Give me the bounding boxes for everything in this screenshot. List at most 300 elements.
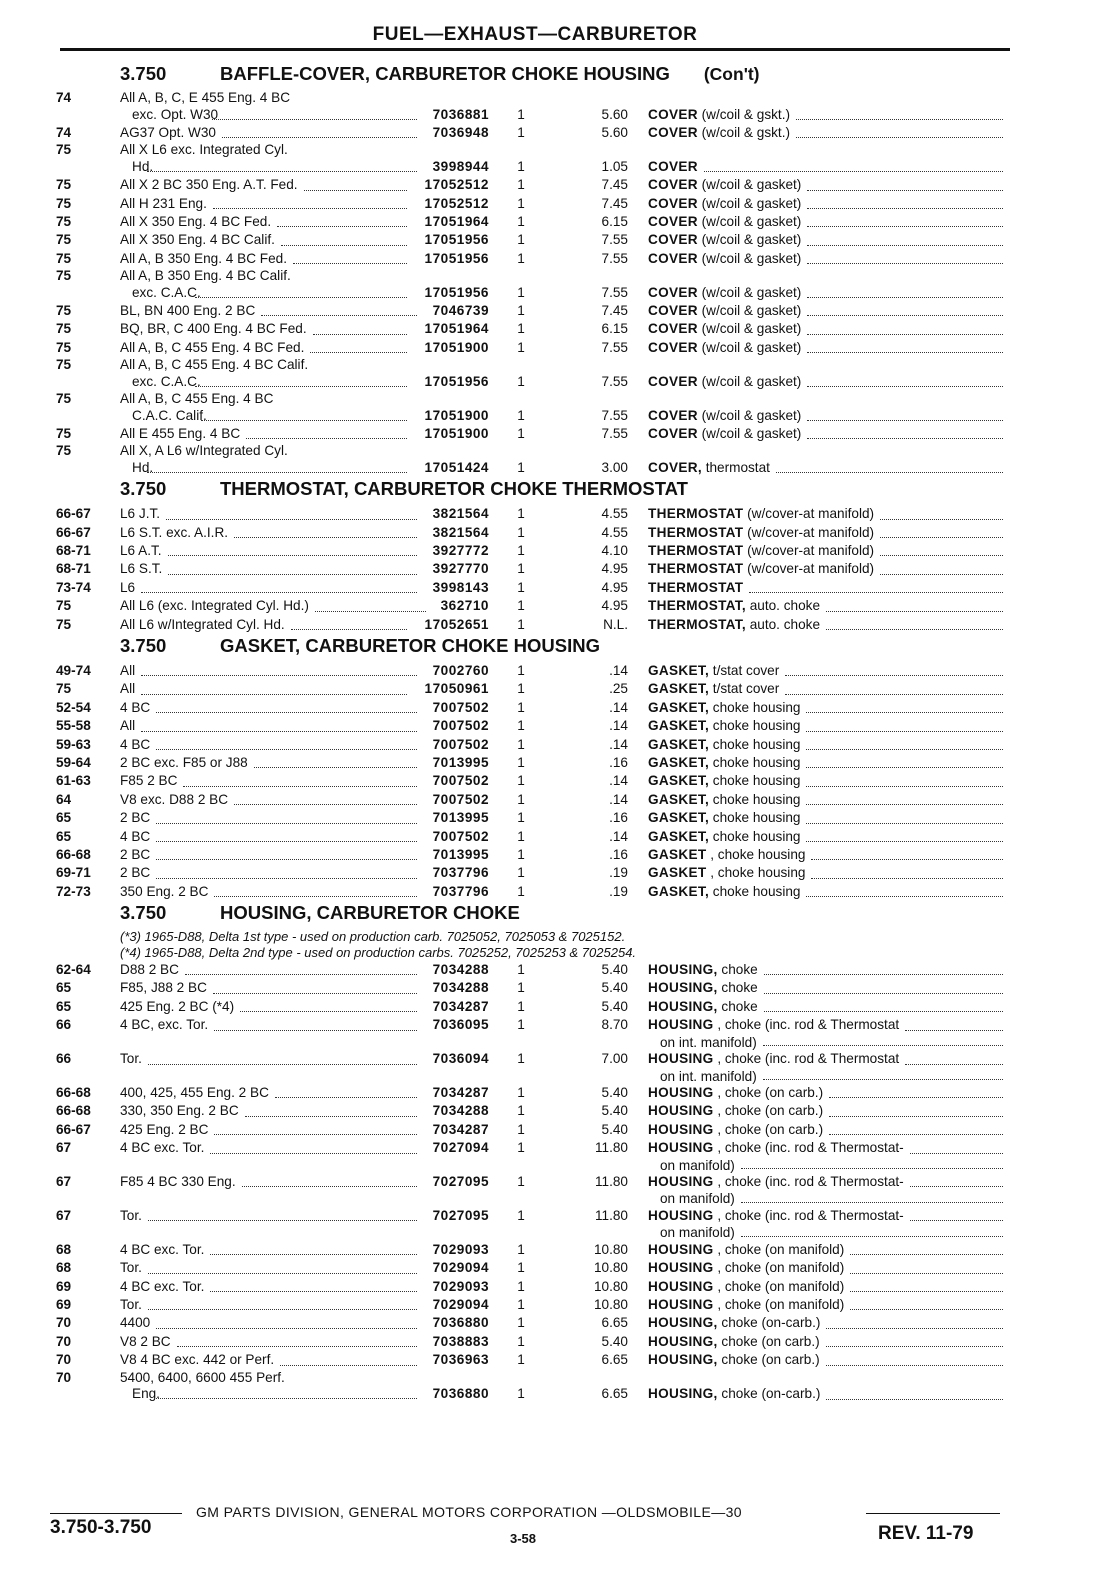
list-price: 1.05	[601, 158, 628, 174]
list-price: .19	[609, 865, 628, 881]
list-price: 11.80	[594, 1174, 628, 1190]
model-year: 69	[56, 1297, 72, 1313]
quantity: 1	[517, 579, 525, 595]
dot-leader	[222, 137, 417, 138]
dot-leader	[156, 823, 416, 824]
part-name-bold: HOUSING	[648, 1297, 714, 1313]
section-heading: BAFFLE-COVER, CARBURETOR CHOKE HOUSING	[220, 63, 670, 84]
part-name	[648, 459, 1008, 477]
dot-leader	[156, 878, 416, 879]
part-name-detail: choke housing	[709, 736, 801, 752]
part-name-bold: GASKET,	[648, 791, 710, 807]
name-dot-leader	[829, 1097, 1003, 1098]
part-number: 7034287	[432, 1085, 489, 1101]
part-name-detail: choke (on-carb.)	[717, 1386, 821, 1402]
part-name-detail: (w/cover-at manifold)	[743, 543, 875, 559]
part-name-bold: COVER	[648, 425, 698, 441]
application-text: All	[120, 662, 136, 678]
dot-leader	[214, 896, 416, 897]
dot-leader	[154, 1398, 417, 1399]
part-name-bold: THERMOSTAT	[648, 506, 744, 522]
model-year: 74	[56, 90, 72, 105]
application-text: 425 Eng. 2 BC	[120, 1121, 209, 1137]
part-number: 3821564	[432, 506, 489, 522]
name-dot-leader	[807, 263, 1003, 264]
name-dot-leader	[826, 1365, 1003, 1366]
model-year: 64	[56, 791, 72, 807]
part-number: 7027095	[432, 1207, 489, 1223]
part-name	[648, 560, 1008, 578]
part-name-detail: (w/coil & gasket)	[697, 250, 802, 266]
name-dot-leader	[807, 190, 1003, 191]
application-text: Hd.	[132, 459, 154, 475]
part-number: 7007502	[432, 718, 489, 734]
quantity: 1	[517, 407, 525, 423]
part-number: 17051964	[424, 213, 489, 229]
quantity: 1	[517, 1386, 525, 1402]
list-price: 4.55	[601, 506, 628, 522]
part-name-detail: , choke (inc. rod & Thermostat-	[713, 1174, 904, 1190]
dot-leader	[195, 297, 407, 298]
part-name-detail: on manifold)	[660, 1191, 735, 1207]
application-text: All X 350 Eng. 4 BC Fed.	[120, 213, 272, 229]
part-name	[648, 1351, 1008, 1369]
quantity: 1	[517, 773, 525, 789]
part-number: 17051956	[424, 373, 489, 389]
part-name	[648, 791, 1008, 809]
part-name	[648, 1278, 1008, 1296]
dot-leader	[213, 993, 417, 994]
part-number: 17052512	[424, 195, 489, 211]
part-name-bold: THERMOSTAT	[648, 579, 744, 595]
part-name	[648, 1016, 1008, 1034]
application-text: 2 BC	[120, 846, 151, 862]
parts-row-continuation	[56, 142, 1016, 158]
quantity: 1	[517, 124, 525, 140]
part-name-detail: choke	[717, 980, 758, 996]
name-dot-leader	[741, 1168, 1003, 1169]
part-name-bold: THERMOSTAT	[648, 561, 744, 577]
quantity: 1	[517, 846, 525, 862]
parts-row	[56, 597, 1016, 615]
application-text: L6	[120, 579, 136, 595]
dot-leader	[201, 420, 407, 421]
list-price: 7.55	[601, 250, 628, 266]
part-name	[648, 524, 1008, 542]
parts-row-continuation	[56, 268, 1016, 284]
application-text: All A, B, C 455 Eng. 4 BC	[120, 391, 274, 407]
part-name	[648, 828, 1008, 846]
part-name-bold: THERMOSTAT	[648, 543, 744, 559]
quantity: 1	[517, 662, 525, 678]
part-name-detail: choke housing	[709, 828, 801, 844]
application-text: C.A.C. Calif.	[132, 407, 207, 423]
dot-leader	[214, 1134, 416, 1135]
parts-row	[56, 979, 1016, 997]
parts-row	[56, 176, 1016, 194]
part-name-detail: choke housing	[709, 754, 801, 770]
part-number: 7027095	[432, 1174, 489, 1190]
part-name-bold: HOUSING,	[648, 1333, 718, 1349]
dot-leader	[183, 786, 416, 787]
part-name-detail: , choke (on manifold)	[713, 1241, 845, 1257]
name-dot-leader	[807, 297, 1003, 298]
part-number: 7027094	[432, 1140, 489, 1156]
name-dot-leader	[880, 574, 1003, 575]
part-name-detail: (w/cover-at manifold)	[743, 506, 875, 522]
parts-row	[56, 864, 1016, 882]
application-text: exc. C.A.C.	[132, 373, 201, 389]
model-year: 67	[56, 1207, 72, 1223]
model-year: 72-73	[56, 883, 91, 899]
list-price: .14	[609, 791, 628, 807]
part-name-detail: auto. choke	[745, 616, 821, 632]
model-year: 68	[56, 1241, 72, 1257]
list-price: 7.55	[601, 407, 628, 423]
part-name	[648, 302, 1008, 320]
application-text: L6 A.T.	[120, 543, 162, 559]
application-text: exc. Opt. W30	[132, 106, 219, 122]
model-year: 65	[56, 980, 72, 996]
name-dot-leader	[806, 804, 1003, 805]
model-year: 70	[56, 1352, 72, 1368]
part-name-detail: (w/coil & gasket)	[697, 195, 802, 211]
parts-row	[56, 1050, 1016, 1068]
application-text: All L6 w/Integrated Cyl. Hd.	[120, 616, 285, 632]
part-name	[648, 1314, 1008, 1332]
parts-row-continuation	[56, 1035, 1016, 1051]
section-continued: (Con't)	[703, 64, 760, 84]
list-price: 10.80	[593, 1241, 628, 1257]
part-name-bold: HOUSING,	[648, 1315, 718, 1331]
part-name-detail: , choke (on carb.)	[713, 1103, 824, 1119]
part-name	[648, 373, 1008, 391]
list-price: 6.15	[601, 213, 628, 229]
parts-row	[56, 662, 1016, 680]
name-dot-leader	[826, 611, 1003, 612]
application-text: D88 2 BC	[120, 962, 179, 978]
application-text: All	[120, 718, 136, 734]
part-number: 17051964	[424, 321, 489, 337]
application-text: Eng.	[132, 1386, 160, 1402]
model-year: 75	[56, 357, 72, 373]
parts-row	[56, 195, 1016, 213]
part-name-detail: , choke (on manifold)	[713, 1260, 845, 1276]
application-text: L6 S.T. exc. A.I.R.	[120, 524, 229, 540]
parts-catalog	[56, 62, 1016, 1403]
model-year: 75	[56, 425, 72, 441]
part-name	[648, 754, 1008, 772]
dot-leader	[195, 386, 407, 387]
parts-row-continuation	[56, 1069, 1016, 1085]
part-name	[648, 542, 1008, 560]
name-dot-leader	[807, 438, 1003, 439]
part-name-bold: HOUSING,	[648, 1352, 718, 1368]
application-text: Tor.	[120, 1051, 142, 1067]
part-name	[648, 1385, 1008, 1403]
part-name-detail: (w/coil & gasket)	[697, 373, 802, 389]
application-text: 4 BC	[120, 828, 151, 844]
list-price: 6.65	[601, 1386, 628, 1402]
part-name-bold: GASKET	[648, 865, 707, 881]
parts-row	[56, 1314, 1016, 1332]
quantity: 1	[517, 1278, 525, 1294]
parts-row	[56, 699, 1016, 717]
quantity: 1	[517, 1260, 525, 1276]
list-price: 7.55	[601, 232, 628, 248]
part-name-detail: choke housing	[709, 718, 801, 734]
part-name-bold: COVER	[648, 407, 698, 423]
part-number: 17050961	[424, 681, 489, 697]
part-name-continued	[648, 1069, 1020, 1085]
part-name-continued	[648, 1035, 1020, 1051]
quantity: 1	[517, 284, 525, 300]
model-year: 75	[56, 232, 72, 248]
quantity: 1	[517, 1140, 525, 1156]
parts-row	[56, 425, 1016, 443]
part-name	[648, 579, 1008, 597]
parts-row	[56, 579, 1016, 597]
quantity: 1	[517, 883, 525, 899]
model-year: 55-58	[56, 718, 91, 734]
part-name-detail: on int. manifold)	[660, 1068, 757, 1084]
part-name	[648, 195, 1008, 213]
part-name	[648, 1333, 1008, 1351]
part-name	[648, 176, 1008, 194]
name-dot-leader	[910, 1186, 1003, 1187]
application-text: All X, A L6 w/Integrated Cyl.	[120, 443, 288, 459]
part-number: 17051900	[424, 339, 489, 355]
quantity: 1	[517, 1297, 525, 1313]
part-name	[648, 998, 1008, 1016]
part-name-detail: on manifold)	[660, 1157, 735, 1173]
parts-row	[56, 736, 1016, 754]
model-year: 75	[56, 339, 72, 355]
part-name-detail: choke	[717, 998, 758, 1014]
list-price: .19	[609, 883, 628, 899]
application-text: All H 231 Eng.	[120, 195, 207, 211]
quantity: 1	[517, 1017, 525, 1033]
part-name	[648, 616, 1008, 634]
model-year: 74	[56, 124, 72, 140]
model-year: 66-68	[56, 1085, 91, 1101]
list-price: 7.45	[601, 195, 628, 211]
application-text: 330, 350 Eng. 2 BC	[120, 1103, 239, 1119]
parts-row	[56, 1173, 1016, 1191]
parts-row-continuation	[56, 1158, 1016, 1174]
name-dot-leader	[741, 1236, 1003, 1237]
part-name	[648, 106, 1008, 124]
part-number: 17051956	[424, 232, 489, 248]
section-number: 3.750	[120, 63, 167, 84]
part-name-detail: choke housing	[709, 773, 801, 789]
list-price: .14	[609, 736, 628, 752]
footer-page-number: 3-58	[510, 1531, 537, 1546]
part-number: 17052651	[424, 616, 489, 632]
model-year: 75	[56, 213, 72, 229]
quantity: 1	[517, 177, 525, 193]
list-price: 7.55	[601, 425, 628, 441]
footer-publisher: GM PARTS DIVISION, GENERAL MOTORS CORPORATION —OLDSMOBILE—30	[196, 1504, 742, 1520]
list-price: 4.10	[601, 543, 628, 559]
name-dot-leader	[807, 420, 1003, 421]
part-number: 17051900	[424, 407, 489, 423]
part-name	[648, 961, 1008, 979]
part-name-bold: GASKET,	[648, 681, 710, 697]
section-number: 3.750	[120, 902, 167, 924]
part-name-detail: choke (on-carb.)	[717, 1315, 821, 1331]
part-name	[648, 1259, 1008, 1277]
quantity: 1	[517, 373, 525, 389]
part-name	[648, 717, 1008, 735]
section-title	[56, 478, 1016, 505]
quantity: 1	[517, 598, 525, 614]
name-dot-leader	[826, 1346, 1003, 1347]
part-name-bold: HOUSING	[648, 1121, 714, 1137]
parts-row	[56, 213, 1016, 231]
model-year: 75	[56, 268, 72, 284]
part-name-bold: GASKET,	[648, 828, 710, 844]
part-name-detail: (w/coil & gskt.)	[697, 106, 790, 122]
dot-leader	[213, 208, 407, 209]
application-text: 2 BC	[120, 865, 151, 881]
name-dot-leader	[741, 1202, 1003, 1203]
part-name-bold: HOUSING	[648, 1260, 714, 1276]
part-name-bold: GASKET,	[648, 754, 710, 770]
part-name	[648, 1207, 1008, 1225]
dot-leader	[147, 171, 416, 172]
application-text: F85, J88 2 BC	[120, 980, 207, 996]
part-name-detail: (w/coil & gasket)	[697, 425, 802, 441]
part-name-bold: HOUSING	[648, 1140, 714, 1156]
quantity: 1	[517, 1333, 525, 1349]
model-year: 75	[56, 681, 72, 697]
part-number: 7007502	[432, 773, 489, 789]
part-name-detail: (w/coil & gasket)	[697, 407, 802, 423]
part-name-detail: , choke (on carb.)	[713, 1085, 824, 1101]
name-dot-leader	[807, 352, 1003, 353]
part-name-bold: GASKET,	[648, 662, 710, 678]
model-year: 66	[56, 1017, 72, 1033]
part-name-bold: COVER	[648, 284, 698, 300]
name-dot-leader	[807, 386, 1003, 387]
name-dot-leader	[749, 592, 1003, 593]
parts-row	[56, 1241, 1016, 1259]
name-dot-leader	[826, 1328, 1003, 1329]
name-dot-leader	[764, 993, 1003, 994]
parts-row	[56, 772, 1016, 790]
name-dot-leader	[880, 519, 1003, 520]
application-text: All X L6 exc. Integrated Cyl.	[120, 142, 288, 158]
application-text: All A, B, C, E 455 Eng. 4 BC	[120, 90, 291, 105]
application-text: V8 exc. D88 2 BC	[120, 791, 229, 807]
quantity: 1	[517, 616, 525, 632]
part-name-detail: thermostat	[701, 459, 770, 475]
quantity: 1	[517, 810, 525, 826]
part-number: 7036881	[432, 106, 489, 122]
list-price: .14	[609, 773, 628, 789]
application-text: 350 Eng. 2 BC	[120, 883, 209, 899]
dot-leader	[212, 119, 416, 120]
part-name-detail: (w/coil & gasket)	[697, 303, 802, 319]
part-number: 7037796	[432, 865, 489, 881]
quantity: 1	[517, 158, 525, 174]
part-name	[648, 425, 1008, 443]
list-price: 7.45	[601, 303, 628, 319]
part-name-detail: choke	[717, 962, 758, 978]
name-dot-leader	[910, 1220, 1003, 1221]
parts-row-continuation	[56, 357, 1016, 373]
dot-leader	[148, 1220, 417, 1221]
model-year: 75	[56, 321, 72, 337]
application-text: L6 S.T.	[120, 561, 163, 577]
name-dot-leader	[806, 823, 1003, 824]
dot-leader	[156, 749, 416, 750]
quantity: 1	[517, 195, 525, 211]
dot-leader	[147, 472, 407, 473]
part-number: 3998143	[432, 579, 489, 595]
part-number: 7036880	[432, 1386, 489, 1402]
model-year: 68-71	[56, 561, 91, 577]
application-text: F85 4 BC 330 Eng.	[120, 1174, 236, 1190]
application-text: V8 4 BC exc. 442 or Perf.	[120, 1352, 275, 1368]
name-dot-leader	[880, 555, 1003, 556]
parts-row	[56, 1278, 1016, 1296]
part-name-bold: GASKET	[648, 846, 707, 862]
list-price: .16	[609, 846, 628, 862]
quantity: 1	[517, 865, 525, 881]
model-year: 65	[56, 810, 72, 826]
part-name-bold: COVER	[648, 124, 698, 140]
dot-leader	[141, 592, 416, 593]
list-price: 5.40	[601, 998, 628, 1014]
list-price: 5.40	[601, 1085, 628, 1101]
dot-leader	[148, 1273, 417, 1274]
name-dot-leader	[704, 171, 1003, 172]
parts-row	[56, 407, 1016, 425]
name-dot-leader	[826, 629, 1003, 630]
dot-leader	[148, 1309, 417, 1310]
parts-row-continuation	[56, 443, 1016, 459]
part-name	[648, 213, 1008, 231]
list-price: .14	[609, 828, 628, 844]
application-text: All A, B, C 455 Eng. 4 BC Fed.	[120, 339, 305, 355]
part-name-detail: , choke (inc. rod & Thermostat	[713, 1017, 900, 1033]
model-year: 66-67	[56, 506, 91, 522]
parts-row	[56, 1351, 1016, 1369]
parts-row	[56, 505, 1016, 523]
dot-leader	[168, 574, 416, 575]
part-number: 7046739	[432, 303, 489, 319]
parts-row	[56, 158, 1016, 176]
name-dot-leader	[785, 675, 1003, 676]
section-number: 3.750	[120, 634, 167, 656]
model-year: 65	[56, 998, 72, 1014]
quantity: 1	[517, 791, 525, 807]
part-name	[648, 1121, 1008, 1139]
application-text: 400, 425, 455 Eng. 2 BC	[120, 1085, 269, 1101]
list-price: 4.55	[601, 524, 628, 540]
model-year: 66-68	[56, 1103, 91, 1119]
model-year: 66	[56, 1051, 72, 1067]
quantity: 1	[517, 1121, 525, 1137]
part-name-bold: HOUSING	[648, 1207, 714, 1223]
section-note: (*4) 1965-D88, Delta 2nd type - used on production carbs. 7025252, 7025253 & 7025254.	[120, 945, 637, 961]
part-number: 7007502	[432, 828, 489, 844]
part-name	[648, 124, 1008, 142]
name-dot-leader	[806, 731, 1003, 732]
quantity: 1	[517, 543, 525, 559]
